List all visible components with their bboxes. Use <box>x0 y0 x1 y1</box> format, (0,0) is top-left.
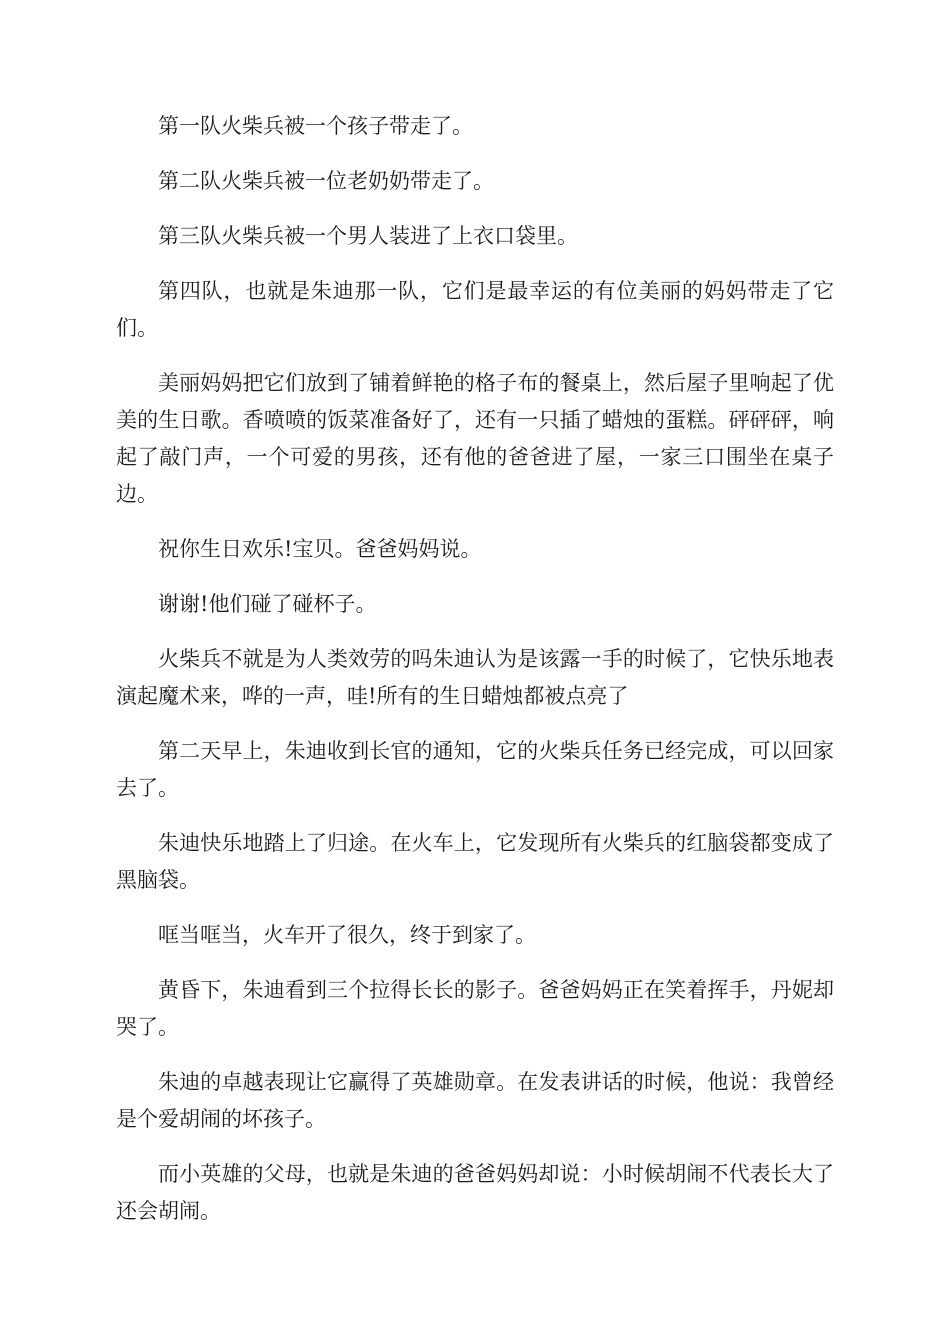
paragraph-5: 美丽妈妈把它们放到了铺着鲜艳的格子布的餐桌上，然后屋子里响起了优美的生日歌。香喷喷的饭菜准备好了，还有一只插了蜡烛的蛋糕。砰砰砰，响起了敲门声，一个可爱的男孩，还有他的爸爸进了屋，一家三口围坐在桌子边。 <box>116 371 834 506</box>
paragraph-12: 黄昏下，朱迪看到三个拉得长长的影子。爸爸妈妈正在笑着挥手，丹妮却哭了。 <box>116 978 834 1039</box>
paragraph-1: 第一队火柴兵被一个孩子带走了。 <box>158 114 473 138</box>
paragraph-8: 火柴兵不就是为人类效劳的吗朱迪认为是该露一手的时候了，它快乐地表演起魔术来，哗的一声，哇!所有的生日蜡烛都被点亮了 <box>116 647 834 708</box>
paragraph-10: 朱迪快乐地踏上了归途。在火车上，它发现所有火柴兵的红脑袋都变成了黑脑袋。 <box>116 831 834 892</box>
paragraph-3: 第三队火柴兵被一个男人装进了上衣口袋里。 <box>158 224 578 248</box>
paragraph-7: 谢谢!他们碰了碰杯子。 <box>158 592 377 616</box>
paragraph-11: 哐当哐当，火车开了很久，终于到家了。 <box>158 923 536 947</box>
paragraph-13: 朱迪的卓越表现让它赢得了英雄勋章。在发表讲话的时候，他说：我曾经是个爱胡闹的坏孩子。 <box>116 1070 834 1131</box>
text-column <box>116 108 834 1248</box>
paragraph-9: 第二天早上，朱迪收到长官的通知，它的火柴兵任务已经完成，可以回家去了。 <box>116 739 834 800</box>
paragraph-6: 祝你生日欢乐!宝贝。爸爸妈妈说。 <box>158 537 482 561</box>
paragraph-2: 第二队火柴兵被一位老奶奶带走了。 <box>158 169 494 193</box>
paragraph-4: 第四队，也就是朱迪那一队，它们是最幸运的有位美丽的妈妈带走了它们。 <box>116 279 834 340</box>
paragraph-14: 而小英雄的父母，也就是朱迪的爸爸妈妈却说：小时候胡闹不代表长大了还会胡闹。 <box>116 1162 834 1223</box>
